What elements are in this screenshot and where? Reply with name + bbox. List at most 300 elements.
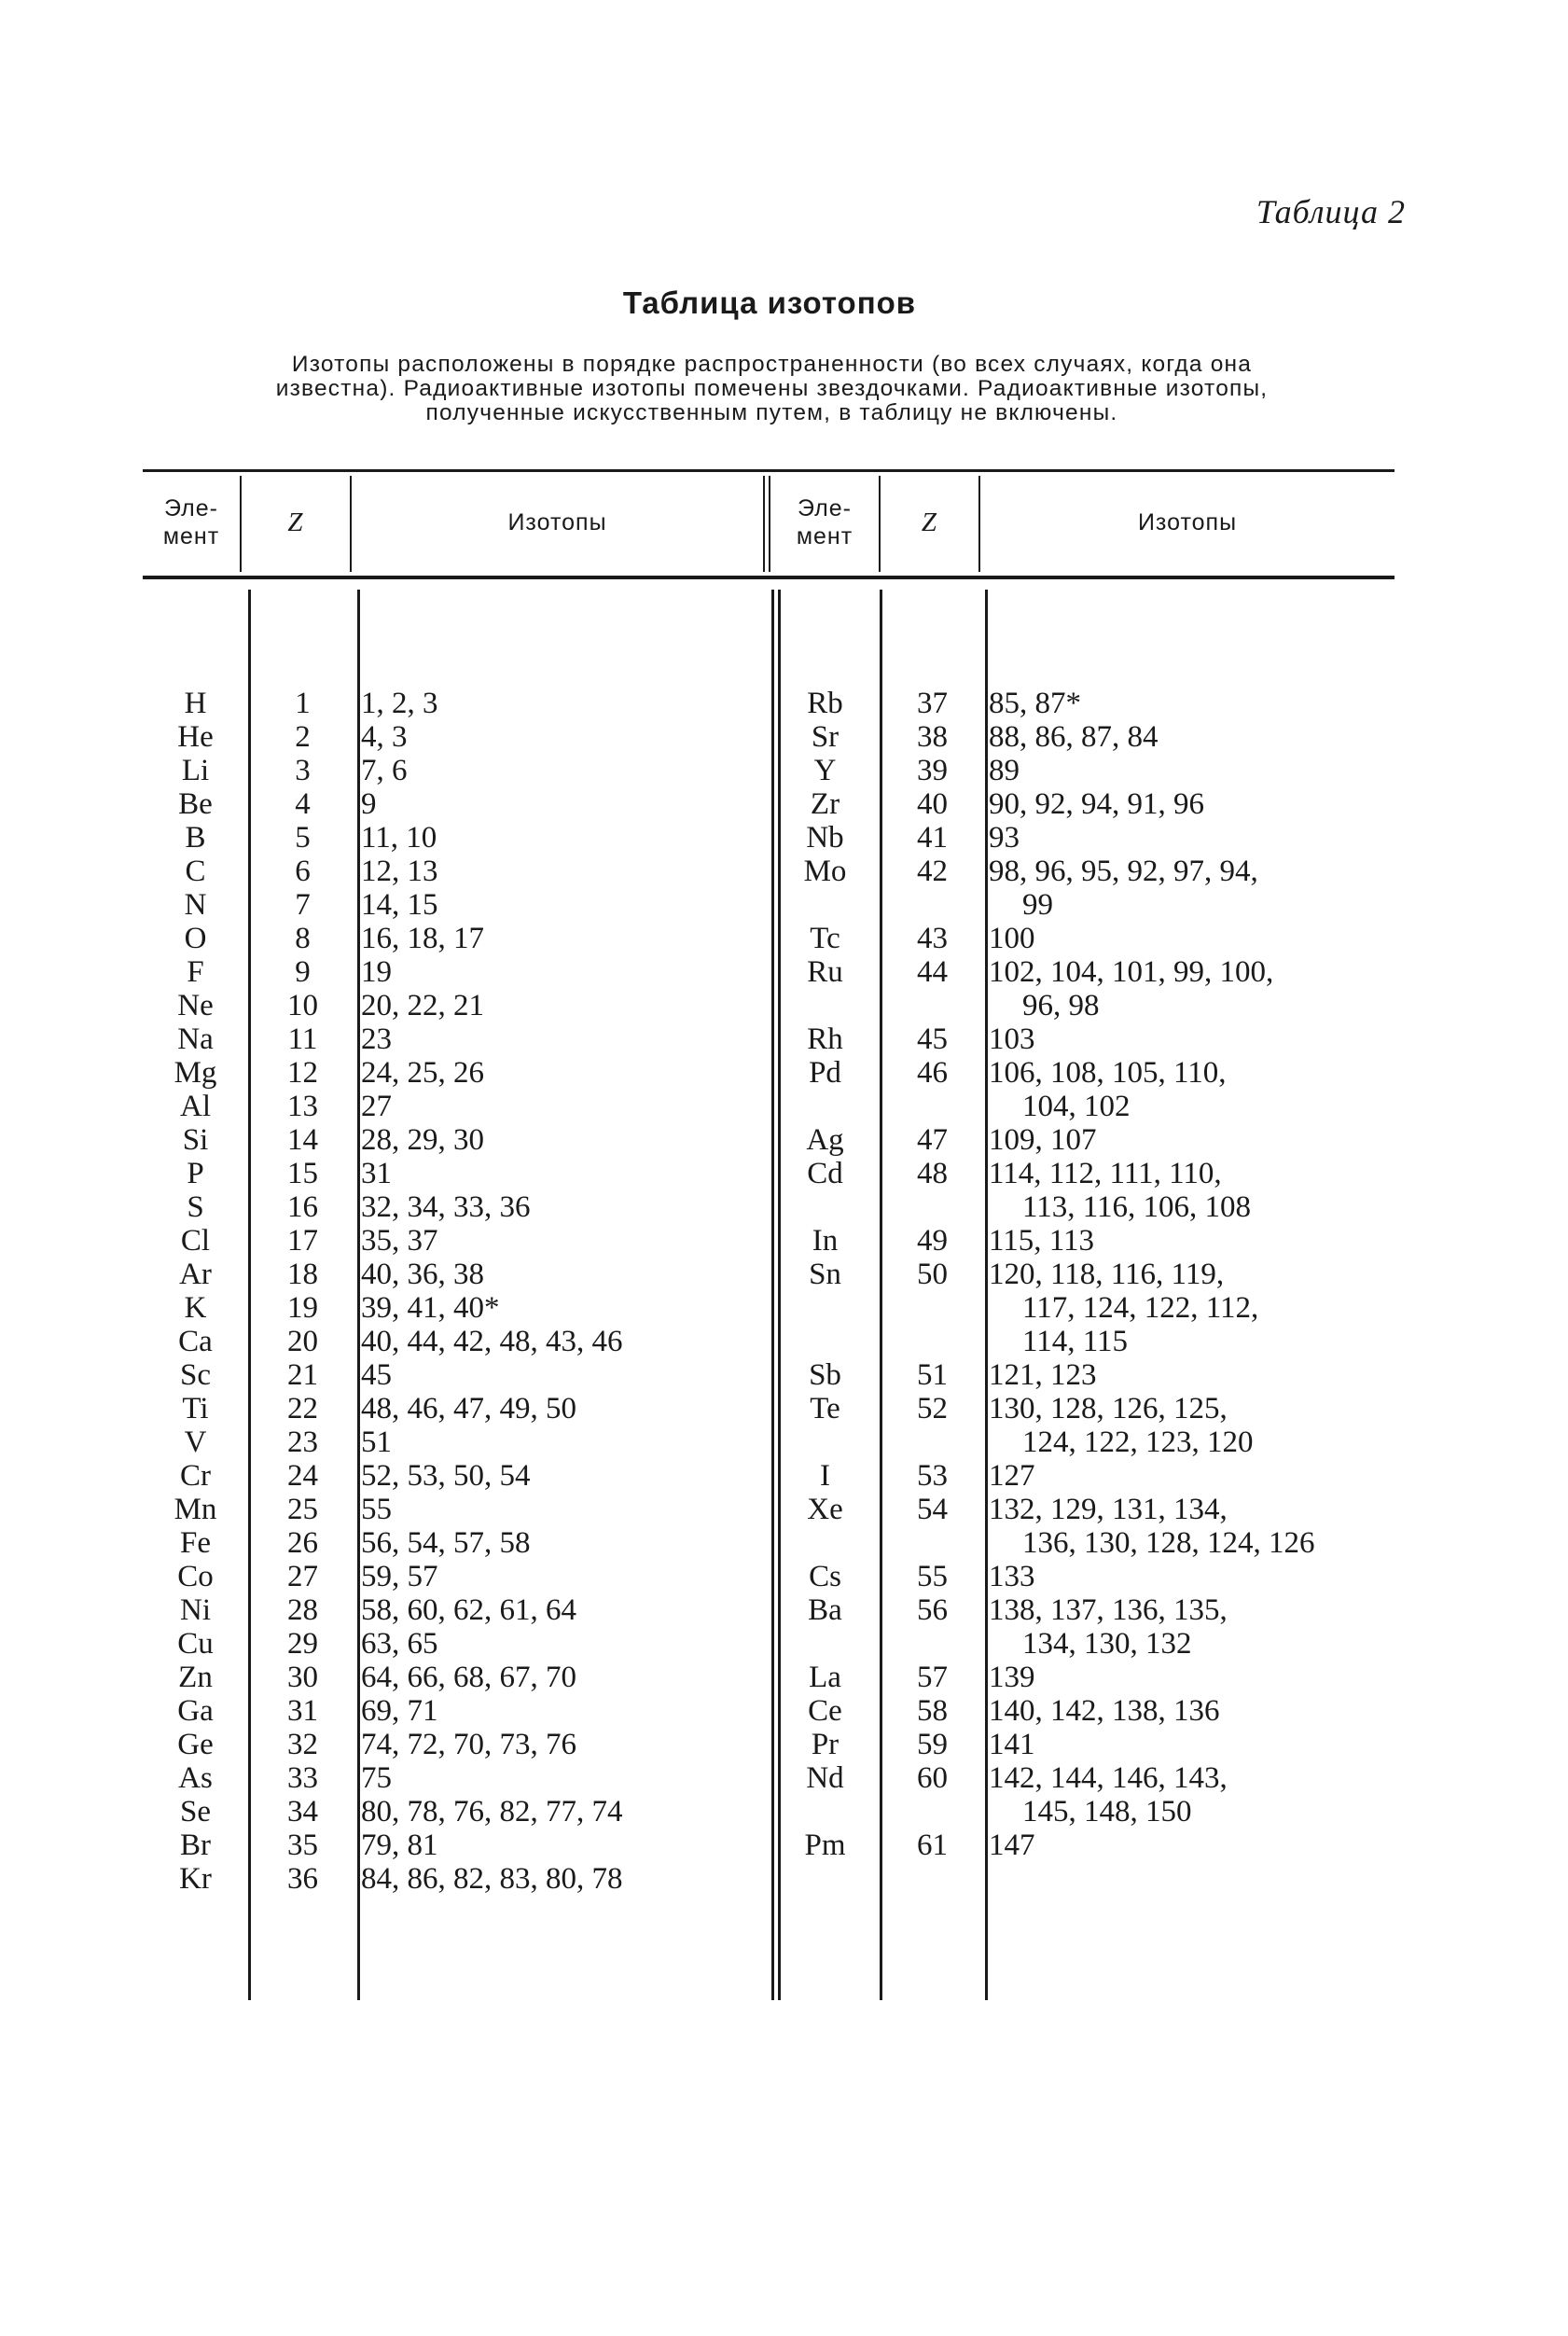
table-row xyxy=(770,1728,1428,1761)
table-row xyxy=(143,1425,762,1459)
isotope-list: 24, 25, 26 xyxy=(361,1056,484,1090)
table-row xyxy=(770,1190,1428,1224)
element-symbol: Ne xyxy=(177,989,214,1022)
isotope-list: 11, 10 xyxy=(361,821,437,855)
element-symbol xyxy=(770,1325,880,1358)
atomic-number: 15 xyxy=(287,1157,318,1190)
isotope-list: 96, 98 xyxy=(1022,989,1100,1022)
atomic-number: 39 xyxy=(917,754,948,787)
element-symbol: Ca xyxy=(178,1325,213,1358)
table-row xyxy=(143,1358,762,1392)
table-row xyxy=(143,821,762,855)
element-symbol: Rh xyxy=(807,1022,843,1056)
atomic-number: 37 xyxy=(917,687,948,720)
table-row xyxy=(143,989,762,1022)
table-row xyxy=(770,1358,1428,1392)
table-row xyxy=(770,821,1428,855)
isotope-list: 4, 3 xyxy=(361,720,408,754)
table-row xyxy=(143,1761,762,1795)
table-row xyxy=(770,1828,1428,1862)
atomic-number: 24 xyxy=(287,1459,318,1493)
element-symbol: Cl xyxy=(180,1224,211,1258)
isotope-list: 48, 46, 47, 49, 50 xyxy=(361,1392,576,1425)
intro-line: Изотопы расположены в порядке распространенности (во всех случаях, когда она xyxy=(291,352,1253,377)
isotope-list: 113, 116, 106, 108 xyxy=(1022,1190,1252,1224)
atomic-number: 19 xyxy=(287,1291,318,1325)
table-row xyxy=(143,955,762,989)
atomic-number xyxy=(880,888,985,922)
element-symbol: Pm xyxy=(804,1828,846,1862)
table-row xyxy=(143,1056,762,1090)
isotope-list: 103 xyxy=(989,1022,1035,1056)
element-symbol xyxy=(770,1425,880,1459)
table-row xyxy=(770,1425,1428,1459)
element-symbol: Cr xyxy=(180,1459,211,1493)
element-symbol: N xyxy=(184,888,207,922)
atomic-number: 34 xyxy=(287,1795,318,1828)
atomic-number: 10 xyxy=(287,989,318,1022)
element-symbol: Mg xyxy=(173,1056,217,1090)
element-symbol: Cu xyxy=(177,1627,214,1661)
table-row xyxy=(143,1828,762,1862)
atomic-number: 55 xyxy=(917,1560,948,1593)
header-text: Эле- xyxy=(164,495,218,521)
element-symbol: P xyxy=(187,1157,204,1190)
table-row xyxy=(143,1661,762,1694)
isotope-list: 114, 112, 111, 110, xyxy=(989,1157,1222,1190)
isotope-list: 23 xyxy=(361,1022,392,1056)
header-isotopes-left: Изотопы xyxy=(507,509,607,535)
isotope-list: 114, 115 xyxy=(1022,1325,1129,1358)
element-symbol: Kr xyxy=(179,1862,212,1896)
element-symbol xyxy=(770,1090,880,1123)
table-row xyxy=(770,1392,1428,1425)
table-row xyxy=(770,1090,1428,1123)
element-symbol xyxy=(770,888,880,922)
atomic-number: 57 xyxy=(917,1661,948,1694)
isotope-list: 7, 6 xyxy=(361,754,408,787)
element-symbol: Zr xyxy=(810,787,840,821)
element-symbol xyxy=(770,1526,880,1560)
table-row xyxy=(143,1090,762,1123)
table-row xyxy=(770,1258,1428,1291)
table-row xyxy=(143,1862,762,1896)
atomic-number: 44 xyxy=(917,955,948,989)
table-row xyxy=(770,1157,1428,1190)
atomic-number: 2 xyxy=(295,720,311,754)
atomic-number: 61 xyxy=(917,1828,948,1862)
isotope-list: 40, 44, 42, 48, 43, 46 xyxy=(361,1325,623,1358)
element-symbol: S xyxy=(187,1190,204,1224)
isotope-list: 74, 72, 70, 73, 76 xyxy=(361,1728,576,1761)
atomic-number xyxy=(880,989,985,1022)
atomic-number: 52 xyxy=(917,1392,948,1425)
header-bottom-rule xyxy=(143,576,1395,579)
atomic-number: 8 xyxy=(295,922,311,955)
element-symbol xyxy=(770,1795,880,1828)
intro-line: полученные искусственным путем, в таблицу не включены. xyxy=(425,400,1118,425)
element-symbol: Ce xyxy=(808,1694,842,1728)
atomic-number: 33 xyxy=(287,1761,318,1795)
atomic-number: 11 xyxy=(287,1022,318,1056)
atomic-number: 13 xyxy=(287,1090,318,1123)
table-row xyxy=(770,989,1428,1022)
table-row xyxy=(143,1728,762,1761)
isotope-list: 145, 148, 150 xyxy=(1022,1795,1192,1828)
atomic-number: 43 xyxy=(917,922,948,955)
element-symbol: La xyxy=(809,1661,841,1694)
table-row xyxy=(770,955,1428,989)
element-symbol: Y xyxy=(813,754,837,787)
isotope-list: 79, 81 xyxy=(361,1828,438,1862)
element-symbol: Al xyxy=(180,1090,211,1123)
header-z-right: Z xyxy=(921,508,938,537)
atomic-number xyxy=(880,1795,985,1828)
right-table-body xyxy=(770,687,1428,1862)
isotope-list: 121, 123 xyxy=(989,1358,1097,1392)
atomic-number: 48 xyxy=(917,1157,948,1190)
table-top-rule xyxy=(143,469,1395,472)
element-symbol: V xyxy=(184,1425,207,1459)
atomic-number: 53 xyxy=(917,1459,948,1493)
isotope-list: 127 xyxy=(989,1459,1035,1493)
table-row xyxy=(770,1459,1428,1493)
table-row xyxy=(770,1493,1428,1526)
table-number-label: Таблица 2 xyxy=(1256,193,1406,230)
element-symbol: Br xyxy=(180,1828,211,1862)
atomic-number: 46 xyxy=(917,1056,948,1090)
table-row xyxy=(143,1258,762,1291)
header-text: мент xyxy=(162,523,220,549)
isotope-list: 98, 96, 95, 92, 97, 94, xyxy=(989,855,1258,888)
atomic-number: 18 xyxy=(287,1258,318,1291)
isotope-list: 136, 130, 128, 124, 126 xyxy=(1022,1526,1315,1560)
isotope-list: 1, 2, 3 xyxy=(361,687,438,720)
table-row xyxy=(770,855,1428,888)
intro-line: известна). Радиоактивные изотопы помечены звездочками. Радиоактивные изотопы, xyxy=(275,376,1269,401)
element-symbol: Ag xyxy=(806,1123,844,1157)
table-row xyxy=(143,1291,762,1325)
isotope-list: 104, 102 xyxy=(1022,1090,1131,1123)
left-table-body xyxy=(143,687,762,1896)
element-symbol xyxy=(770,989,880,1022)
element-symbol: Ru xyxy=(807,955,843,989)
isotope-list: 142, 144, 146, 143, xyxy=(989,1761,1228,1795)
table-row xyxy=(770,1795,1428,1828)
table-row xyxy=(143,1325,762,1358)
atomic-number: 35 xyxy=(287,1828,318,1862)
element-symbol: F xyxy=(187,955,204,989)
isotope-list: 56, 54, 57, 58 xyxy=(361,1526,531,1560)
header-z-left: Z xyxy=(287,508,304,537)
element-symbol: Sb xyxy=(809,1358,841,1392)
element-symbol: Pd xyxy=(809,1056,841,1090)
element-symbol: Te xyxy=(810,1392,840,1425)
atomic-number xyxy=(880,1190,985,1224)
atomic-number: 26 xyxy=(287,1526,318,1560)
atomic-number: 17 xyxy=(287,1224,318,1258)
isotope-list: 139 xyxy=(989,1661,1035,1694)
table-row xyxy=(770,1325,1428,1358)
table-row xyxy=(143,1392,762,1425)
atomic-number: 29 xyxy=(287,1627,318,1661)
atomic-number xyxy=(880,1090,985,1123)
element-symbol: Sn xyxy=(809,1258,841,1291)
element-symbol: H xyxy=(184,687,207,720)
element-symbol: Co xyxy=(177,1560,214,1593)
header-divider xyxy=(763,476,765,572)
element-symbol: Tc xyxy=(810,922,840,955)
atomic-number: 54 xyxy=(917,1493,948,1526)
table-row xyxy=(143,1224,762,1258)
table-row xyxy=(143,1560,762,1593)
atomic-number: 40 xyxy=(917,787,948,821)
table-row xyxy=(143,1627,762,1661)
table-row xyxy=(770,754,1428,787)
header-text: Эле- xyxy=(798,495,852,521)
atomic-number: 45 xyxy=(917,1022,948,1056)
element-symbol: Ni xyxy=(180,1593,211,1627)
isotope-list: 133 xyxy=(989,1560,1035,1593)
atomic-number: 41 xyxy=(917,821,948,855)
atomic-number: 59 xyxy=(917,1728,948,1761)
element-symbol: Ga xyxy=(177,1694,214,1728)
table-row xyxy=(770,787,1428,821)
table-row xyxy=(770,720,1428,754)
isotope-list: 45 xyxy=(361,1358,392,1392)
isotope-list: 20, 22, 21 xyxy=(361,989,484,1022)
isotope-list: 64, 66, 68, 67, 70 xyxy=(361,1661,576,1694)
table-row xyxy=(770,1593,1428,1627)
isotope-list: 124, 122, 123, 120 xyxy=(1022,1425,1254,1459)
table-row xyxy=(770,888,1428,922)
atomic-number: 36 xyxy=(287,1862,318,1896)
table-row xyxy=(143,1593,762,1627)
isotope-list: 106, 108, 105, 110, xyxy=(989,1056,1227,1090)
header-text: мент xyxy=(796,523,853,549)
isotope-list: 88, 86, 87, 84 xyxy=(989,720,1159,754)
atomic-number: 5 xyxy=(295,821,311,855)
isotope-list: 31 xyxy=(361,1157,392,1190)
table-row xyxy=(770,1627,1428,1661)
atomic-number: 9 xyxy=(295,955,311,989)
element-symbol: Cs xyxy=(809,1560,841,1593)
isotope-list: 35, 37 xyxy=(361,1224,438,1258)
table-row xyxy=(770,1224,1428,1258)
element-symbol: Li xyxy=(181,754,210,787)
element-symbol: As xyxy=(178,1761,213,1795)
table-row xyxy=(770,1123,1428,1157)
table-row xyxy=(143,1694,762,1728)
table-row xyxy=(143,1459,762,1493)
isotope-list: 99 xyxy=(1022,888,1053,922)
atomic-number: 1 xyxy=(295,687,311,720)
element-symbol: Se xyxy=(180,1795,211,1828)
atomic-number: 3 xyxy=(295,754,311,787)
isotope-list: 90, 92, 94, 91, 96 xyxy=(989,787,1204,821)
element-symbol: Xe xyxy=(807,1493,843,1526)
header-element-right xyxy=(770,494,879,550)
element-symbol: Cd xyxy=(807,1157,843,1190)
table-row xyxy=(770,1526,1428,1560)
element-symbol xyxy=(770,1627,880,1661)
isotope-list: 52, 53, 50, 54 xyxy=(361,1459,531,1493)
table-row xyxy=(143,1526,762,1560)
atomic-number xyxy=(880,1526,985,1560)
table-row xyxy=(143,1795,762,1828)
isotope-list: 140, 142, 138, 136 xyxy=(989,1694,1220,1728)
isotope-list: 93 xyxy=(989,821,1020,855)
isotope-list: 109, 107 xyxy=(989,1123,1097,1157)
isotope-list: 75 xyxy=(361,1761,392,1795)
table-row xyxy=(770,1560,1428,1593)
atomic-number: 7 xyxy=(295,888,311,922)
atomic-number: 47 xyxy=(917,1123,948,1157)
atomic-number: 60 xyxy=(917,1761,948,1795)
atomic-number xyxy=(880,1425,985,1459)
element-symbol: Ti xyxy=(182,1392,209,1425)
table-row xyxy=(770,1056,1428,1090)
element-symbol: Sc xyxy=(180,1358,211,1392)
table-row xyxy=(770,1761,1428,1795)
atomic-number: 30 xyxy=(287,1661,318,1694)
table-row xyxy=(143,922,762,955)
isotope-list: 55 xyxy=(361,1493,392,1526)
table-row xyxy=(143,1157,762,1190)
header-element-left xyxy=(143,494,240,550)
isotope-list: 132, 129, 131, 134, xyxy=(989,1493,1228,1526)
atomic-number xyxy=(880,1627,985,1661)
element-symbol: Ar xyxy=(179,1258,212,1291)
element-symbol: Zn xyxy=(178,1661,213,1694)
atomic-number: 32 xyxy=(287,1728,318,1761)
isotope-list: 84, 86, 82, 83, 80, 78 xyxy=(361,1862,623,1896)
atomic-number: 20 xyxy=(287,1325,318,1358)
table-row xyxy=(143,1123,762,1157)
isotope-list: 80, 78, 76, 82, 77, 74 xyxy=(361,1795,623,1828)
table-row xyxy=(143,888,762,922)
element-symbol: Nd xyxy=(806,1761,844,1795)
element-symbol: Sr xyxy=(811,720,840,754)
table-row xyxy=(143,855,762,888)
element-symbol: O xyxy=(184,922,207,955)
isotope-list: 28, 29, 30 xyxy=(361,1123,484,1157)
isotope-list: 130, 128, 126, 125, xyxy=(989,1392,1228,1425)
table-row xyxy=(770,687,1428,720)
isotope-list: 16, 18, 17 xyxy=(361,922,484,955)
element-symbol: Nb xyxy=(806,821,844,855)
header-isotopes-right: Изотопы xyxy=(1137,509,1238,535)
atomic-number: 16 xyxy=(287,1190,318,1224)
atomic-number xyxy=(880,1291,985,1325)
isotope-list: 117, 124, 122, 112, xyxy=(1022,1291,1259,1325)
isotope-list: 19 xyxy=(361,955,392,989)
atomic-number: 12 xyxy=(287,1056,318,1090)
table-row xyxy=(770,1661,1428,1694)
element-symbol: I xyxy=(820,1459,830,1493)
table-row xyxy=(770,922,1428,955)
element-symbol: Rb xyxy=(807,687,843,720)
atomic-number: 50 xyxy=(917,1258,948,1291)
element-symbol: Pr xyxy=(811,1728,840,1761)
atomic-number: 25 xyxy=(287,1493,318,1526)
isotope-list: 63, 65 xyxy=(361,1627,438,1661)
atomic-number xyxy=(880,1325,985,1358)
isotope-list: 120, 118, 116, 119, xyxy=(989,1258,1225,1291)
page-title: Таблица изотопов xyxy=(622,285,917,320)
isotope-list: 59, 57 xyxy=(361,1560,438,1593)
atomic-number: 27 xyxy=(287,1560,318,1593)
isotope-list: 100 xyxy=(989,922,1035,955)
isotope-list: 115, 113 xyxy=(989,1224,1095,1258)
atomic-number: 42 xyxy=(917,855,948,888)
element-symbol: Na xyxy=(177,1022,214,1056)
isotope-list: 102, 104, 101, 99, 100, xyxy=(989,955,1274,989)
atomic-number: 6 xyxy=(295,855,311,888)
isotope-list: 58, 60, 62, 61, 64 xyxy=(361,1593,576,1627)
isotope-list: 89 xyxy=(989,754,1020,787)
atomic-number: 23 xyxy=(287,1425,318,1459)
isotope-list: 27 xyxy=(361,1090,392,1123)
isotope-list: 12, 13 xyxy=(361,855,438,888)
atomic-number: 21 xyxy=(287,1358,318,1392)
atomic-number: 51 xyxy=(917,1358,948,1392)
table-row xyxy=(143,1022,762,1056)
isotope-list: 9 xyxy=(361,787,377,821)
intro-text xyxy=(173,353,1371,425)
element-symbol xyxy=(770,1291,880,1325)
isotope-list: 39, 41, 40* xyxy=(361,1291,500,1325)
table-row xyxy=(143,720,762,754)
atomic-number: 28 xyxy=(287,1593,318,1627)
element-symbol: In xyxy=(812,1224,839,1258)
isotope-list: 14, 15 xyxy=(361,888,438,922)
isotope-list: 141 xyxy=(989,1728,1035,1761)
element-symbol: B xyxy=(185,821,206,855)
element-symbol xyxy=(770,1190,880,1224)
element-symbol: Ge xyxy=(177,1728,214,1761)
table-row xyxy=(143,754,762,787)
table-row xyxy=(143,787,762,821)
isotope-list: 138, 137, 136, 135, xyxy=(989,1593,1228,1627)
element-symbol: C xyxy=(185,855,206,888)
element-symbol: Fe xyxy=(180,1526,211,1560)
atomic-number: 31 xyxy=(287,1694,318,1728)
isotope-list: 85, 87* xyxy=(989,687,1081,720)
element-symbol: Si xyxy=(182,1123,209,1157)
element-symbol: He xyxy=(177,720,214,754)
element-symbol: K xyxy=(184,1291,207,1325)
element-symbol: Mo xyxy=(803,855,847,888)
table-row xyxy=(770,1022,1428,1056)
table-row xyxy=(143,1493,762,1526)
atomic-number: 22 xyxy=(287,1392,318,1425)
atomic-number: 58 xyxy=(917,1694,948,1728)
table-row xyxy=(770,1291,1428,1325)
isotope-list: 51 xyxy=(361,1425,392,1459)
isotope-list: 40, 36, 38 xyxy=(361,1258,484,1291)
table-row xyxy=(143,1190,762,1224)
element-symbol: Be xyxy=(178,787,213,821)
element-symbol: Mn xyxy=(173,1493,217,1526)
isotope-list: 134, 130, 132 xyxy=(1022,1627,1192,1661)
element-symbol: Ba xyxy=(808,1593,842,1627)
atomic-number: 38 xyxy=(917,720,948,754)
isotope-list: 147 xyxy=(989,1828,1035,1862)
isotope-list: 69, 71 xyxy=(361,1694,438,1728)
table-row xyxy=(770,1694,1428,1728)
atomic-number: 4 xyxy=(295,787,311,821)
